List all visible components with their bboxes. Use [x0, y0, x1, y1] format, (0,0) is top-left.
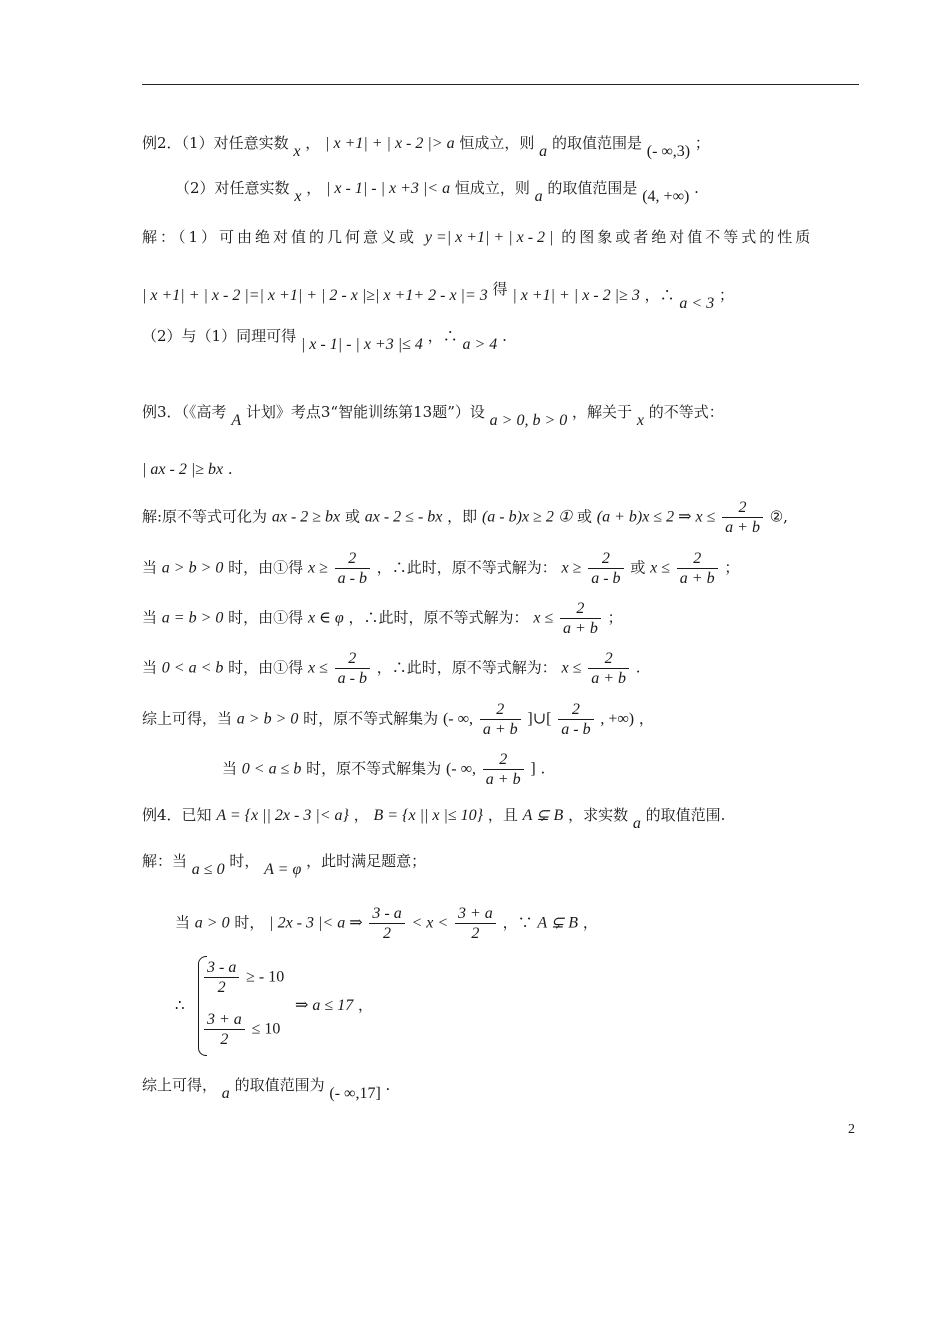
ex3-line2: | ax - 2 |≥ bx . — [142, 460, 233, 478]
page-number: 2 — [848, 1122, 855, 1137]
ex4-label: 例4．已知 — [142, 806, 212, 824]
ex4-summary: 综上可得， a 的取值范围为 (- ∞,17] . — [142, 1076, 391, 1102]
fraction: $\frac{2}{a + b}$ — [483, 750, 524, 789]
ex4-solution-line2: 当 a > 0 时， | 2x - 3 |< a ⇒ $\frac{3 - a}{2}$ < x < $\frac{3 + a}{2}$ ，∵ A ⊊ B ， — [175, 905, 598, 942]
fraction: $\frac{2}{a - b}$ — [588, 549, 623, 588]
ex2-line2: （2）对任意实数 x ， | x - 1| - | x +3 |< a 恒成立，则 a 的取值范围是 (4, +∞) . — [175, 179, 699, 205]
ex2-solution-line1: 解：（1）可由绝对值的几何意义或 y =| x +1| + | x - 2 | 的图象或者绝对值不等式的性质 — [142, 228, 814, 246]
ex3-line1: 例3．（《高考 A 计划》考点3“智能训练第13题”）设 a > 0, b > 0 ，解关于 x 的不等式： — [142, 403, 724, 429]
fraction: $\frac{2}{a + b}$ — [588, 649, 629, 688]
ex3-solution-line1: 解:原不等式可化为 ax - 2 ≥ bx 或 ax - 2 ≤ - bx ，即 (a - b)x ≥ 2 ① 或 (a + b)x ≤ 2 ⇒ x ≤ $\frac{2}{a + b}$ ②, — [142, 499, 788, 536]
header-rule — [142, 84, 859, 85]
ex4-solution-line1: 解：当 a ≤ 0 时， A = φ ，此时满足题意； — [142, 852, 427, 878]
fraction: $\frac{2}{a + b}$ — [480, 700, 521, 739]
system-row-2: $\frac{3 + a}{2}$ ≤ 10 — [202, 1010, 280, 1049]
ex2-label: 例2．（1）对任意实数 — [142, 134, 289, 152]
ex2-solution-line2: | x +1| + | x - 2 |=| x +1| + | 2 - x |≥| x +1+ 2 - x |= 3 得 | x +1| + | x - 2 |≥ 3 ，∴ a < 3 ； — [142, 280, 734, 312]
fraction: $\frac{3 - a}{2}$ — [204, 958, 239, 997]
fraction: $\frac{2}{a - b}$ — [335, 549, 370, 588]
ex3-solution-line4: 当 0 < a < b 时，由①得 x ≤ $\frac{2}{a - b}$ ，∴此时，原不等式解为： x ≤ $\frac{2}{a + b}$ . — [142, 650, 641, 687]
ex4-line1: 例4．已知 A = {x || 2x - 3 |< a} ， B = {x || x |≤ 10} ，且 A ⊊ B ，求实数 a 的取值范围. — [142, 806, 726, 832]
ex2-solution-line3: （2）与（1）同理可得 | x - 1| - | x +3 |≤ 4 ，∴ a > 4 . — [142, 327, 507, 353]
fraction: $\frac{3 - a}{2}$ — [369, 904, 404, 943]
ex3-label: 例3．（《高考 — [142, 403, 227, 421]
fraction: $\frac{2}{a - b}$ — [558, 700, 593, 739]
ex2-line1: 例2．（1）对任意实数 x ， | x +1| + | x - 2 |> a 恒成立，则 a 的取值范围是 (- ∞,3) ； — [142, 134, 710, 160]
ex3-solution-line2: 当 a > b > 0 时，由①得 x ≥ $\frac{2}{a - b}$ ，∴此时，原不等式解为： x ≥ $\frac{2}{a - b}$ 或 x ≤ $\frac{2}{a + b}$ ； — [142, 550, 740, 587]
fraction: $\frac{2}{a + b}$ — [560, 599, 601, 638]
ex3-summary-line1: 综上可得，当 a > b > 0 时，原不等式解集为 (- ∞, $\frac{2}{a + b}$ ]∪[ $\frac{2}{a - b}$ , +∞) ， — [142, 701, 654, 738]
ex3-solution-line3: 当 a = b > 0 时，由①得 x ∈ φ ，∴此时，原不等式解为： x ≤ $\frac{2}{a + b}$ ； — [142, 600, 623, 637]
therefore-symbol: ∴ — [175, 996, 185, 1014]
fraction: $\frac{3 + a}{2}$ — [455, 904, 496, 943]
fraction: $\frac{2}{a + b}$ — [677, 549, 718, 588]
fraction: $\frac{2}{a - b}$ — [335, 649, 370, 688]
fraction: $\frac{3 + a}{2}$ — [204, 1010, 245, 1049]
system-conclusion: ⇒ a ≤ 17 ， — [295, 996, 373, 1014]
ex3-summary-line2: 当 0 < a ≤ b 时，原不等式解集为 (- ∞, $\frac{2}{a + b}$ ] . — [222, 751, 546, 788]
system-row-1: $\frac{3 - a}{2}$ ≥ - 10 — [202, 958, 284, 997]
fraction: $\frac{2}{a + b}$ — [722, 498, 763, 537]
